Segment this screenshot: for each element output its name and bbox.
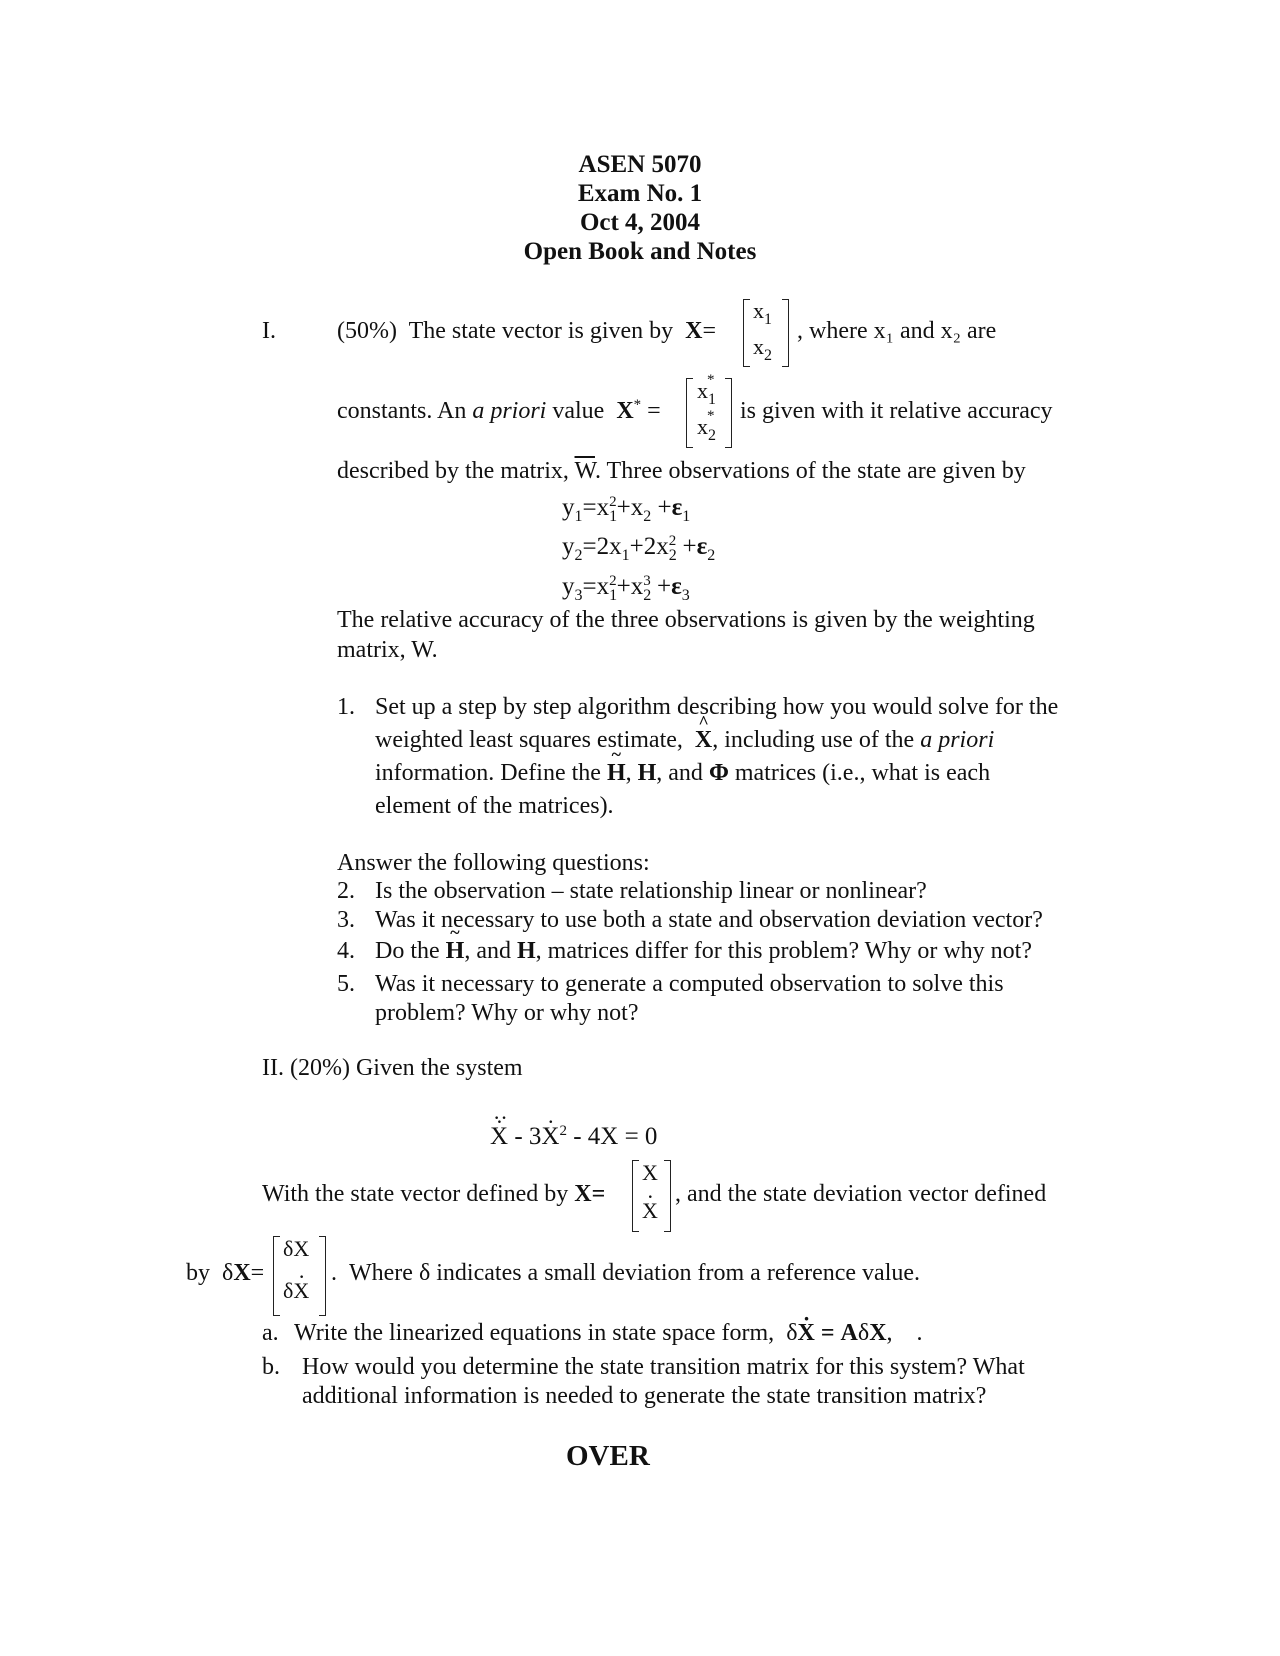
problem-1-line1: The state vector is given by [408,318,674,344]
problem-1-line3-start: described by the matrix, [337,458,569,484]
by-text: by [186,1260,210,1286]
answer-heading: Answer the following questions: [337,850,650,876]
problem-1-line3-tail: . Three observations of the state are given by [594,458,1026,484]
question-3-text: Was it necessary to use both a state and observation deviation vector? [375,907,1043,933]
part-a-label: a. [262,1320,279,1346]
problem-2-heading: II. (20%) Given the system [262,1055,523,1081]
part-b-label: b. [262,1354,280,1380]
state-bracket-left [632,1160,639,1232]
apriori-entry-x1: $x_1$ * [697,372,716,408]
question-4-mid: , and [464,938,511,964]
exam-date: Oct 4, 2004 [579,209,701,236]
task-1-comma: , [625,760,632,786]
matrix-bracket-right [782,299,789,367]
matrix-entry-x1: $x_1$ [753,298,772,328]
part-b-line2: additional information is needed to generate the state transition matrix? [302,1383,987,1409]
phi-symbol: Φ [708,760,729,786]
state-vector-line: With the state vector defined by X= [262,1181,606,1207]
state-bracket-right [664,1160,671,1232]
problem-1-line2: constants. An a priori value X* = [337,397,661,424]
delta-line: by δX= [186,1260,265,1286]
problem-1-line2-tail: is given with it relative accuracy [740,398,1053,424]
over-label: OVER [566,1440,650,1472]
state-entry-x: X [642,1160,658,1185]
observation-equation-1: $y_1=x_1^2+x_2 +\varepsilon_1$ [562,494,691,525]
apriori-bracket-left [686,378,693,448]
h-symbol: H [637,760,657,786]
state-line-start: With the state vector defined by [262,1181,569,1207]
apriori-entry-x2: $x_2$ * [697,408,716,444]
question-5-line2: problem? Why or why not? [375,1000,639,1026]
part-b-line1: How would you determine the state transition matrix for this system? What [302,1354,1025,1380]
problem-1-intro: (50%) The state vector is given by X= [337,318,717,344]
question-4-number: 4. [337,938,355,964]
x-hat-symbol: X ^ [695,727,712,753]
task-1-number: 1. [337,694,355,720]
part-a-text: Write the linearized equations in state space form, [294,1320,775,1346]
task-1-line4: element of the matrices). [375,793,614,819]
h-tilde-symbol: H ~ [607,760,626,786]
task-1-line2-mid: , including use of the [712,727,915,753]
question-5-number: 5. [337,971,355,997]
question-5-line1: Was it necessary to generate a computed observation to solve this [375,971,1004,997]
q4-h-symbol: H [516,938,536,964]
exam-rules: Open Book and Notes [523,238,757,265]
delta-entry-xdot: δX · [283,1278,309,1304]
task-1-line1: Set up a step by step algorithm describing how you would solve for the [375,694,1059,720]
part-a-line: Write the linearized equations in state space form, δX · = AδX, . [294,1320,923,1347]
accuracy-line-2: matrix, W. [337,637,438,663]
problem-1-line2-start: constants. An [337,398,467,424]
observation-equation-3: $y_3=x_1^2+x_2^3 +\varepsilon_3$ [562,573,690,604]
w-bar-matrix: $\overline{W}$ [574,458,595,484]
question-4-start: Do the [375,938,440,964]
exam-number: Exam No. 1 [577,180,703,207]
problem-1-weight: (50%) [337,318,397,344]
task-1-line2-start: weighted least squares estimate, [375,727,683,753]
state-symbol-x: X [574,1181,592,1207]
apriori-bracket-right [725,378,732,448]
question-4-tail: , matrices differ for this problem? Why or why not? [535,938,1032,964]
delta-bracket-left [273,1236,280,1316]
course-title: ASEN 5070 [578,151,702,178]
problem-1-line2-mid: value [552,398,605,424]
delta-bracket-right [319,1236,326,1316]
delta-entry-x: δX [283,1236,310,1261]
question-2-text: Is the observation – state relationship linear or nonlinear? [375,878,927,904]
delta-period: . [331,1260,337,1286]
task-1-line2 [375,727,994,754]
accuracy-line-1: The relative accuracy of the three observations is given by the weighting [337,607,1035,633]
delta-tail: Where δ indicates a small deviation from a reference value. [349,1260,921,1286]
task-1-line3-tail: matrices (i.e., what is each [734,760,991,786]
state-vector-symbol: X [685,318,703,344]
problem-1-line3 [337,458,1026,485]
a-priori-text: a priori [472,398,547,424]
part-a-equation: δX · = AδX, [786,1320,892,1346]
problem-1-number: I. [262,318,276,344]
state-entry-xdot: X · [642,1198,658,1224]
task-1-a-priori: a priori [920,727,995,753]
problem-1-line1-tail: , where x₁ and x₂ are [797,318,997,344]
task-1-line3 [375,760,990,787]
task-1-line3-start: information. Define the [375,760,601,786]
question-2-number: 2. [337,878,355,904]
q4-h-tilde-symbol: H ~ [446,938,465,964]
system-equation: X ·· · - 3X ·$^2$ - 4X = 0 [490,1123,657,1151]
task-1-and: , and [656,760,703,786]
matrix-entry-x2: $x_2$ [753,334,772,364]
state-line-tail: , and the state deviation vector defined [675,1181,1047,1207]
question-4-text [375,938,1032,965]
matrix-bracket-left [743,299,750,367]
observation-equation-2: $y_2=2x_1+2x_2^2 +\varepsilon_2$ [562,533,716,564]
question-3-number: 3. [337,907,355,933]
